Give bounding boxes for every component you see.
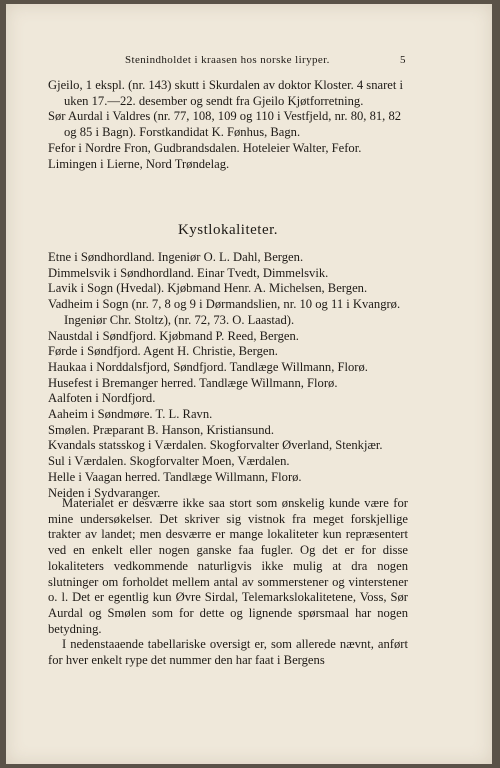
- locality-entry: Aalfoten i Nordfjord.: [48, 391, 156, 406]
- locality-entry: Gjeilo, 1 ekspl. (nr. 143) skutt i Skurdalen av doktor Kloster. 4 snaret i uken 17.—22. desember og sendt fra Gjeilo Kjøtforretning.: [48, 78, 404, 108]
- locality-entry: Vadheim i Sogn (nr. 7, 8 og 9 i Dørmandslien, nr. 10 og 11 i Kvangrø. Ingeniør Chr. Stoltz), (nr. 72, 73. O. Laastad).: [48, 297, 401, 327]
- locality-entry: Sul i Værdalen. Skogforvalter Moen, Værdalen.: [48, 454, 290, 469]
- locality-entry: Aaheim i Søndmøre. T. L. Ravn.: [48, 407, 213, 422]
- locality-entry: Neiden i Sydvaranger.: [48, 485, 161, 500]
- locality-entry: Sør Aurdal i Valdres (nr. 77, 108, 109 og 110 i Vestfjeld, nr. 80, 81, 82 og 85 i Bagn). Forstkandidat K. Fønhus, Bagn.: [48, 109, 402, 140]
- running-title: Stenindholdet i kraasen hos norske liryper.: [125, 54, 330, 66]
- locality-entry: Naustdal i Søndfjord. Kjøbmand P. Reed, Bergen.: [48, 328, 299, 343]
- locality-entry: Husefest i Bremanger herred. Tandlæge Willmann, Florø.: [48, 375, 338, 390]
- locality-entry: Haukaa i Norddalsfjord, Søndfjord. Tandlæge Willmann, Florø.: [48, 359, 368, 374]
- book-page: [6, 4, 492, 764]
- body-paragraph: I nedenstaaende tabellariske oversigt er, som allerede nævnt, anført for hver enkelt rype det nummer den har faat i Bergens: [48, 637, 408, 668]
- locality-entry: Fefor i Nordre Fron, Gudbrandsdalen. Hoteleier Walter, Fefor.: [48, 140, 362, 155]
- body-text: [48, 496, 408, 669]
- locality-entry: Smølen. Præparant B. Hanson, Kristiansund.: [48, 422, 274, 437]
- body-paragraph: Materialet er desværre ikke saa stort som ønskelig kunde være for mine undersøkelser. Det skriver sig vistnok fra meget forskjellige trakter av landet; men desværre er mange lokaliteter kun repræsentert ved en enkelt eller nogen ganske faa fugler. Og det er for disse lokaliteters vedkommende naturligvis ikke mulig at dra nogen slutninger om forholdet mellem antal av sommerstener og vinterstener o. l. Det er egentlig kun Øvre Sirdal, Telemarkslokalitetene, Voss, Sør Aurdal og Smølen som for dette og lignende spørsmaal har nogen betydning.: [48, 496, 408, 636]
- page-number: 5: [400, 54, 406, 66]
- locality-entry: Limingen i Lierne, Nord Trøndelag.: [48, 156, 230, 171]
- inland-localities-list: [48, 78, 408, 172]
- locality-entry: Lavik i Sogn (Hvedal). Kjøbmand Henr. A. Michelsen, Bergen.: [48, 281, 368, 296]
- locality-entry: Dimmelsvik i Søndhordland. Einar Tvedt, Dimmelsvik.: [48, 265, 329, 280]
- locality-entry: Kvandals statsskog i Værdalen. Skogforvalter Øverland, Stenkjær.: [48, 438, 383, 453]
- locality-entry: Førde i Søndfjord. Agent H. Christie, Bergen.: [48, 344, 278, 359]
- locality-entry: Etne i Søndhordland. Ingeniør O. L. Dahl, Bergen.: [48, 250, 304, 264]
- coastal-localities-list: [48, 250, 408, 501]
- locality-entry: Helle i Vaagan herred. Tandlæge Willmann, Florø.: [48, 469, 302, 484]
- section-heading: Kystlokaliteter.: [177, 222, 279, 238]
